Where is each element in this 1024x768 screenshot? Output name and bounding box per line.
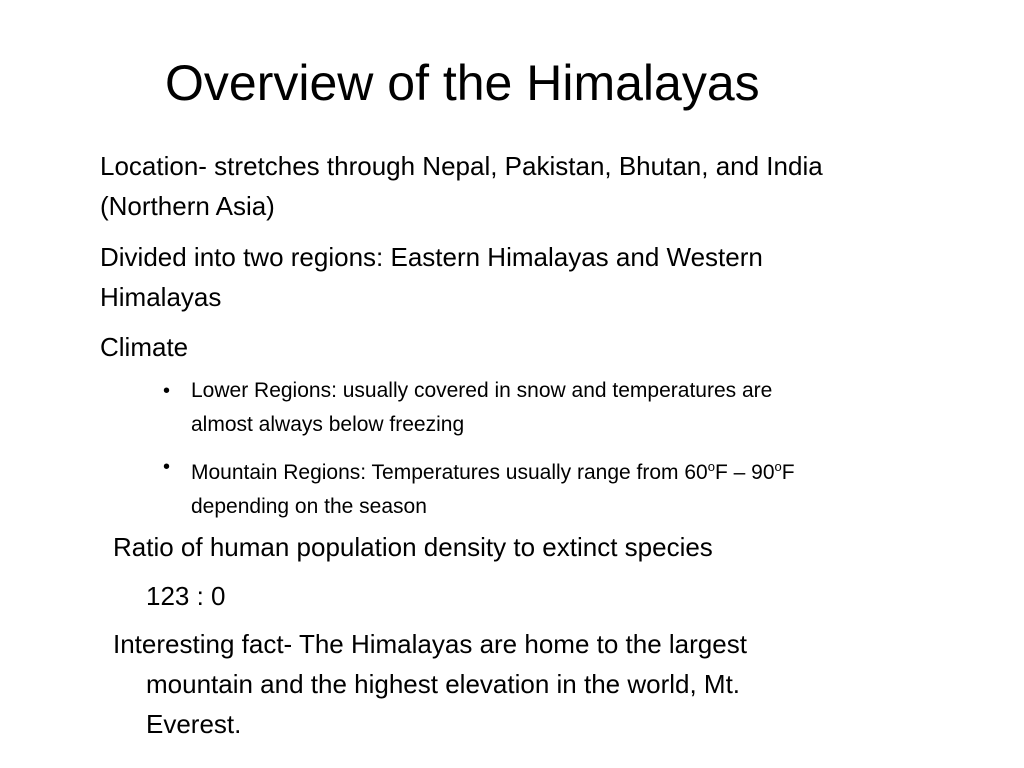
fact-line-2: mountain and the highest elevation in the world, Mt.	[146, 669, 741, 699]
climate-item-mountain	[163, 450, 943, 524]
climate-mountain-line-2: depending on the season	[191, 495, 427, 518]
location-line-2: (Northern Asia)	[100, 191, 275, 221]
mountain-text-prefix: Mountain Regions: Temperatures usually range from 60	[191, 461, 708, 484]
bullet-icon: •	[163, 456, 171, 478]
climate-lower-line-1: Lower Regions: usually covered in snow and temperatures are	[191, 379, 773, 402]
fact-line-3: Everest.	[146, 709, 242, 739]
location-line-1: Location- stretches through Nepal, Pakistan, Bhutan, and India	[100, 151, 823, 181]
regions-line-1: Divided into two regions: Eastern Himalayas and Western	[100, 242, 763, 272]
degree-superscript: o	[707, 459, 715, 474]
climate-item-lower	[163, 374, 923, 442]
fact-paragraph	[113, 624, 993, 744]
bullet-icon: •	[163, 380, 171, 402]
mountain-text-suffix: F	[781, 461, 795, 484]
ratio-value: 123 : 0	[146, 581, 226, 611]
location-paragraph	[100, 146, 1000, 226]
climate-lower-line-2: almost always below freezing	[191, 413, 465, 436]
slide-title: Overview of the Himalayas	[165, 55, 760, 111]
ratio-label: Ratio of human population density to extinct species	[113, 532, 713, 562]
climate-mountain-line-1	[163, 450, 943, 490]
climate-heading: Climate	[100, 332, 189, 362]
regions-paragraph	[100, 237, 1000, 317]
fact-line-1: Interesting fact- The Himalayas are home to the largest	[113, 629, 747, 659]
mountain-text-mid: F – 90	[714, 461, 775, 484]
degree-superscript: o	[774, 459, 782, 474]
regions-line-2: Himalayas	[100, 282, 222, 312]
